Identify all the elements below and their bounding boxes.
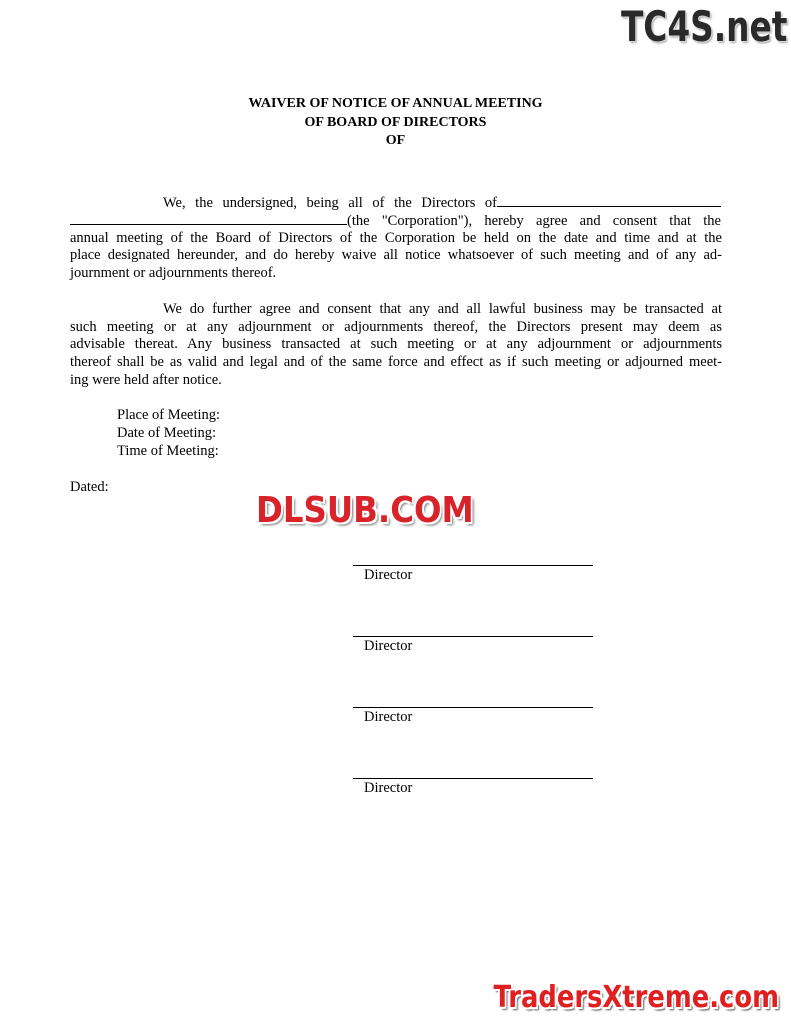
- paragraph-2-line-2: such meeting or at any adjournment or adjournments thereof, the Directors present may deem as: [70, 319, 722, 335]
- paragraph-1-line-5: journment or adjournments thereof.: [70, 265, 277, 281]
- p1-text-2: (the "Corporation"), hereby agree and consent that the: [347, 213, 721, 229]
- paragraph-1-line-3: annual meeting of the Board of Directors of the Corporation be held on the date and time and at the: [70, 230, 722, 246]
- place-of-meeting-label: Place of Meeting:: [117, 407, 221, 423]
- paragraph-1-line-4: place designated hereunder, and do hereby waive all notice whatsoever of such meeting and of any ad-: [70, 247, 722, 263]
- signature-line: [353, 707, 593, 708]
- date-of-meeting-label: Date of Meeting:: [117, 425, 217, 441]
- signature-line: [353, 636, 593, 637]
- title-line-1: WAIVER OF NOTICE OF ANNUAL MEETING: [248, 96, 543, 111]
- watermark-tradersxtreme: TradersXtreme.com: [493, 980, 779, 1015]
- watermark-tc4s: TC4S.net: [620, 2, 787, 51]
- dated-label: Dated:: [70, 479, 109, 495]
- signature-line: [353, 565, 593, 566]
- time-of-meeting-label: Time of Meeting:: [117, 443, 219, 459]
- paragraph-2-line-5: ing were held after notice.: [70, 372, 222, 388]
- signature-label: Director: [364, 567, 413, 583]
- signature-label: Director: [364, 709, 413, 725]
- signature-label: Director: [364, 638, 413, 654]
- signature-line: [353, 778, 593, 779]
- paragraph-1-line-1: [163, 193, 722, 212]
- paragraph-2-line-4: thereof shall be as valid and legal and of the same force and effect as if such meeting or adjourned meet-: [70, 354, 722, 370]
- title-line-2: OF BOARD OF DIRECTORS: [304, 115, 487, 130]
- watermark-dlsub: DLSUB.COM: [256, 490, 474, 531]
- p1-text-1: We, the undersigned, being all of the Directors of: [163, 195, 497, 211]
- signature-label: Director: [364, 780, 413, 796]
- corporation-name-blank: [497, 193, 721, 207]
- title-line-3: OF: [385, 133, 406, 148]
- paragraph-1-line-2: [70, 211, 722, 230]
- corporation-name-blank-2: [70, 211, 347, 225]
- paragraph-2-line-1: We do further agree and consent that any and all lawful business may be transacted at: [163, 301, 722, 317]
- paragraph-2-line-3: advisable thereat. Any business transacted at such meeting or at any adjournment or adjournments: [70, 336, 722, 352]
